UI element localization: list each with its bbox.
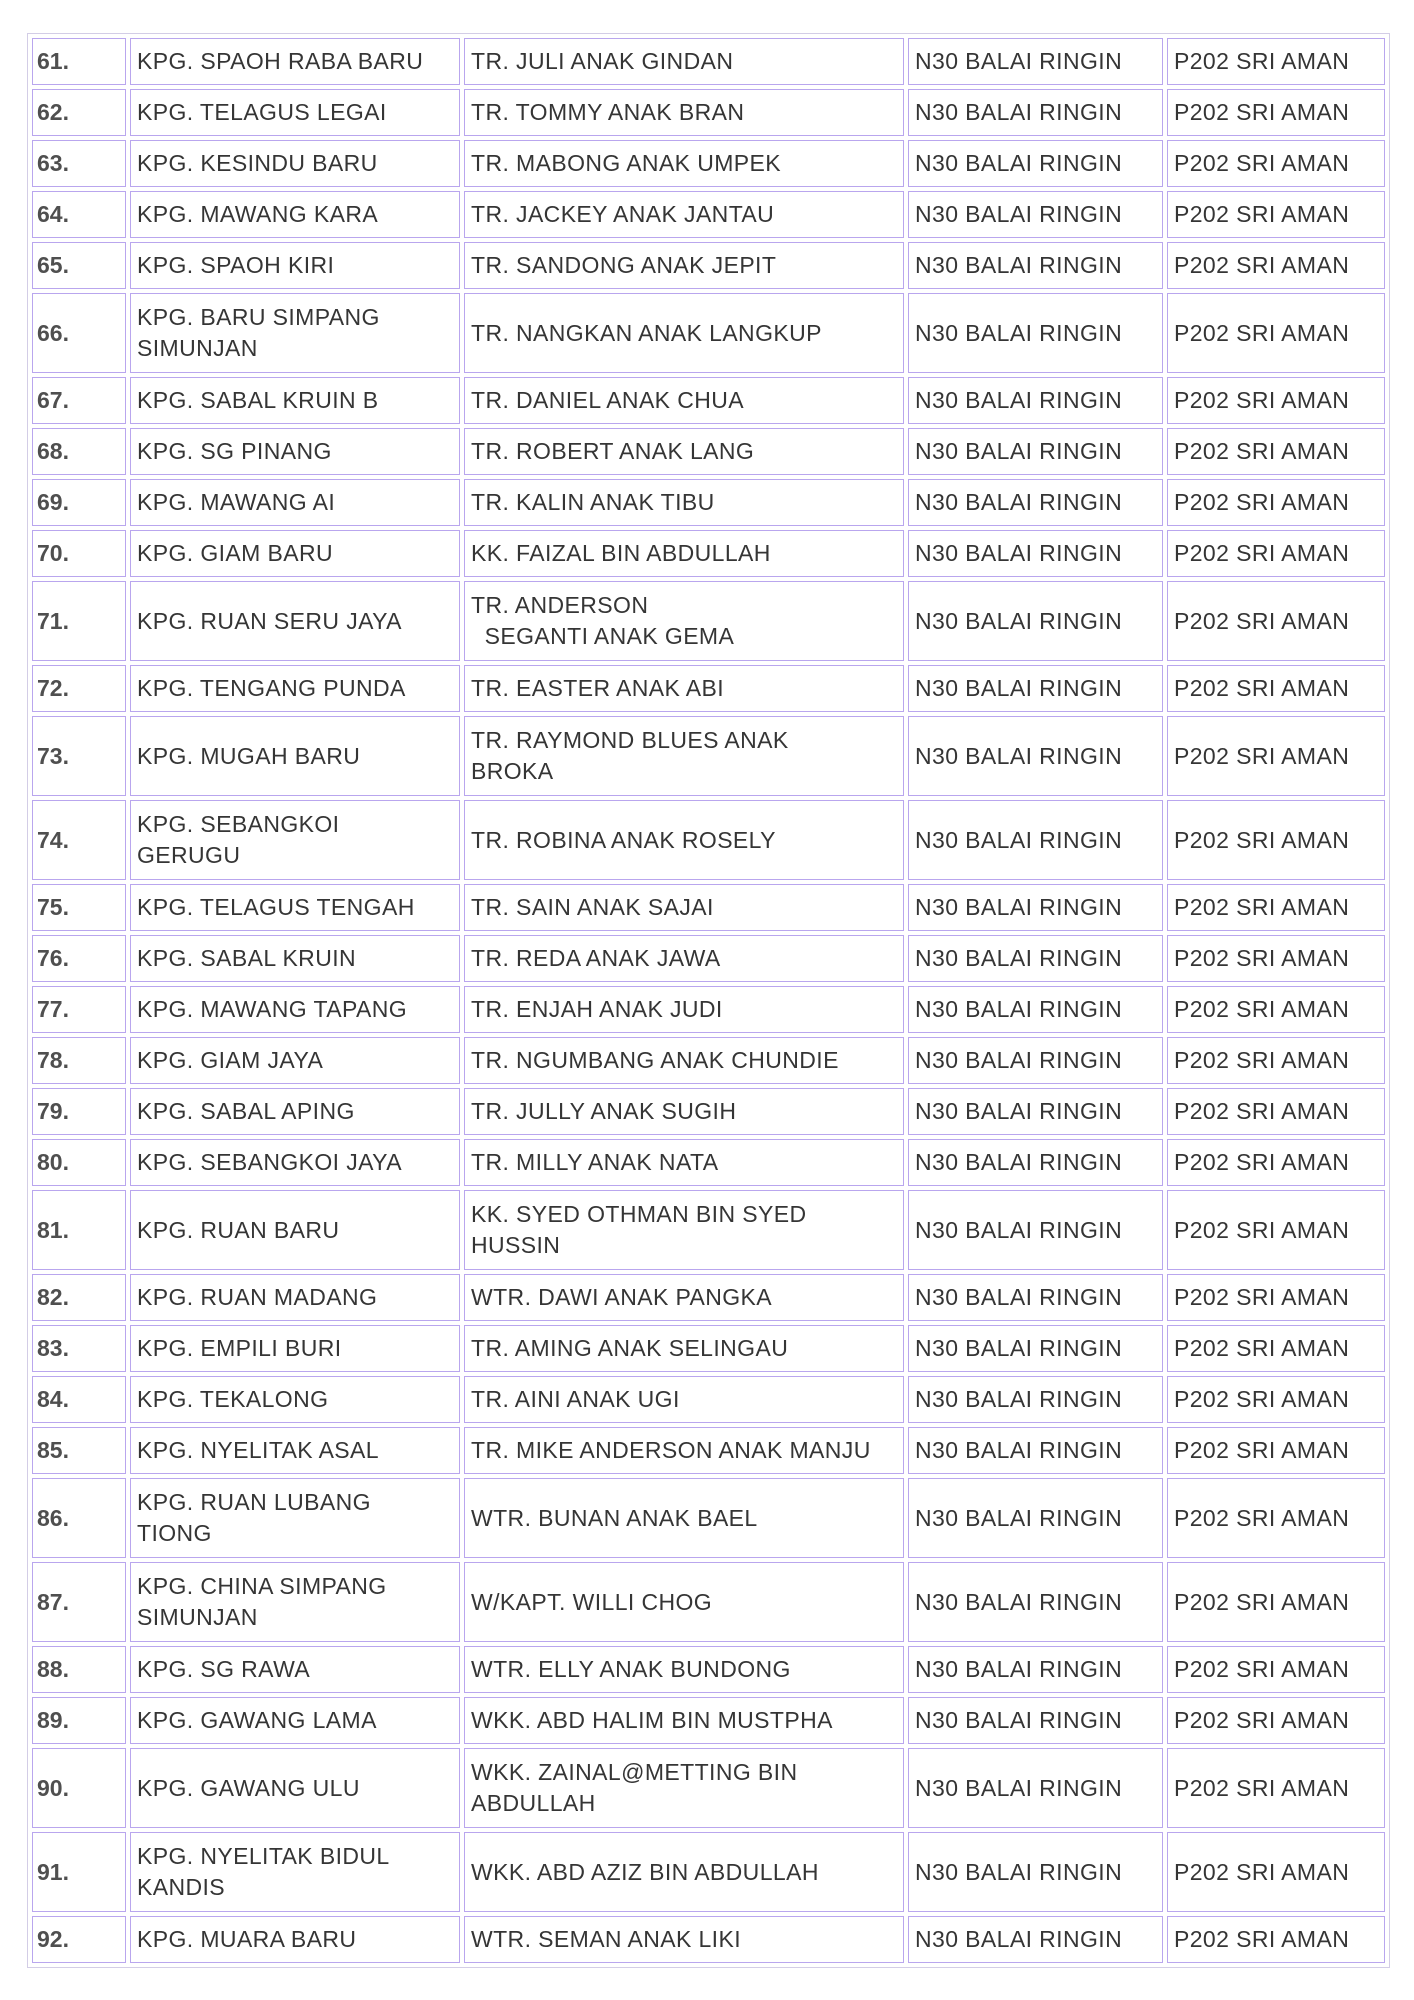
cell-parliament-constituency: P202 SRI AMAN [1167, 530, 1385, 577]
cell-headman: TR. MILLY ANAK NATA [464, 1139, 904, 1186]
table-row [32, 377, 1385, 424]
cell-state-constituency: N30 BALAI RINGIN [908, 716, 1163, 796]
table-row [32, 1748, 1385, 1828]
cell-state-constituency: N30 BALAI RINGIN [908, 38, 1163, 85]
cell-headman: TR. TOMMY ANAK BRAN [464, 89, 904, 136]
cell-no: 86. [32, 1478, 126, 1558]
table-row [32, 1088, 1385, 1135]
cell-no: 72. [32, 665, 126, 712]
cell-village: KPG. MAWANG AI [130, 479, 460, 526]
table-row [32, 935, 1385, 982]
table-row [32, 89, 1385, 136]
cell-no: 84. [32, 1376, 126, 1423]
cell-headman: KK. FAIZAL BIN ABDULLAH [464, 530, 904, 577]
cell-parliament-constituency: P202 SRI AMAN [1167, 1190, 1385, 1270]
cell-headman: TR. NANGKAN ANAK LANGKUP [464, 293, 904, 373]
cell-village: KPG. SABAL KRUIN B [130, 377, 460, 424]
cell-no: 85. [32, 1427, 126, 1474]
cell-parliament-constituency: P202 SRI AMAN [1167, 1037, 1385, 1084]
cell-no: 77. [32, 986, 126, 1033]
cell-headman: TR. ROBINA ANAK ROSELY [464, 800, 904, 880]
cell-parliament-constituency: P202 SRI AMAN [1167, 140, 1385, 187]
table-row [32, 38, 1385, 85]
cell-village: KPG. SEBANGKOI JAYA [130, 1139, 460, 1186]
cell-state-constituency: N30 BALAI RINGIN [908, 581, 1163, 661]
table-row [32, 800, 1385, 880]
cell-headman: TR. EASTER ANAK ABI [464, 665, 904, 712]
cell-village: KPG. RUAN BARU [130, 1190, 460, 1270]
table-row [32, 1376, 1385, 1423]
cell-no: 70. [32, 530, 126, 577]
cell-parliament-constituency: P202 SRI AMAN [1167, 38, 1385, 85]
cell-parliament-constituency: P202 SRI AMAN [1167, 935, 1385, 982]
cell-state-constituency: N30 BALAI RINGIN [908, 800, 1163, 880]
cell-parliament-constituency: P202 SRI AMAN [1167, 1427, 1385, 1474]
cell-state-constituency: N30 BALAI RINGIN [908, 242, 1163, 289]
cell-headman: WTR. BUNAN ANAK BAEL [464, 1478, 904, 1558]
cell-headman: TR. DANIEL ANAK CHUA [464, 377, 904, 424]
cell-parliament-constituency: P202 SRI AMAN [1167, 1478, 1385, 1558]
table-row [32, 1832, 1385, 1912]
cell-village: KPG. TELAGUS LEGAI [130, 89, 460, 136]
cell-no: 63. [32, 140, 126, 187]
table-row [32, 1190, 1385, 1270]
cell-state-constituency: N30 BALAI RINGIN [908, 1562, 1163, 1642]
cell-state-constituency: N30 BALAI RINGIN [908, 1325, 1163, 1372]
table-row [32, 293, 1385, 373]
cell-no: 66. [32, 293, 126, 373]
cell-no: 79. [32, 1088, 126, 1135]
cell-headman: TR. AMING ANAK SELINGAU [464, 1325, 904, 1372]
cell-no: 64. [32, 191, 126, 238]
cell-parliament-constituency: P202 SRI AMAN [1167, 1748, 1385, 1828]
cell-parliament-constituency: P202 SRI AMAN [1167, 1325, 1385, 1372]
cell-no: 92. [32, 1916, 126, 1963]
cell-parliament-constituency: P202 SRI AMAN [1167, 1376, 1385, 1423]
cell-village: KPG. SABAL KRUIN [130, 935, 460, 982]
table-row [32, 242, 1385, 289]
cell-parliament-constituency: P202 SRI AMAN [1167, 1646, 1385, 1693]
cell-headman: TR. MIKE ANDERSON ANAK MANJU [464, 1427, 904, 1474]
table-row [32, 1697, 1385, 1744]
cell-parliament-constituency: P202 SRI AMAN [1167, 1274, 1385, 1321]
cell-village: KPG. TENGANG PUNDA [130, 665, 460, 712]
cell-parliament-constituency: P202 SRI AMAN [1167, 1832, 1385, 1912]
cell-headman: WKK. ZAINAL@METTING BIN ABDULLAH [464, 1748, 904, 1828]
table-row [32, 1274, 1385, 1321]
cell-headman: TR. KALIN ANAK TIBU [464, 479, 904, 526]
cell-parliament-constituency: P202 SRI AMAN [1167, 986, 1385, 1033]
cell-no: 68. [32, 428, 126, 475]
cell-village: KPG. EMPILI BURI [130, 1325, 460, 1372]
table-row [32, 428, 1385, 475]
cell-no: 89. [32, 1697, 126, 1744]
cell-parliament-constituency: P202 SRI AMAN [1167, 716, 1385, 796]
cell-state-constituency: N30 BALAI RINGIN [908, 1697, 1163, 1744]
cell-state-constituency: N30 BALAI RINGIN [908, 428, 1163, 475]
cell-parliament-constituency: P202 SRI AMAN [1167, 479, 1385, 526]
cell-village: KPG. NYELITAK ASAL [130, 1427, 460, 1474]
cell-state-constituency: N30 BALAI RINGIN [908, 1748, 1163, 1828]
cell-parliament-constituency: P202 SRI AMAN [1167, 1562, 1385, 1642]
cell-state-constituency: N30 BALAI RINGIN [908, 1646, 1163, 1693]
table-row [32, 884, 1385, 931]
cell-village: KPG. SG PINANG [130, 428, 460, 475]
cell-no: 87. [32, 1562, 126, 1642]
cell-no: 61. [32, 38, 126, 85]
cell-village: KPG. TEKALONG [130, 1376, 460, 1423]
cell-village: KPG. SPAOH KIRI [130, 242, 460, 289]
cell-state-constituency: N30 BALAI RINGIN [908, 935, 1163, 982]
cell-village: KPG. RUAN SERU JAYA [130, 581, 460, 661]
cell-parliament-constituency: P202 SRI AMAN [1167, 1697, 1385, 1744]
table-row [32, 1427, 1385, 1474]
cell-headman: TR. JACKEY ANAK JANTAU [464, 191, 904, 238]
table-body [32, 38, 1385, 1963]
table-row [32, 665, 1385, 712]
table-row [32, 1325, 1385, 1372]
table-row [32, 1646, 1385, 1693]
cell-state-constituency: N30 BALAI RINGIN [908, 89, 1163, 136]
cell-headman: W/KAPT. WILLI CHOG [464, 1562, 904, 1642]
cell-village: KPG. MUARA BARU [130, 1916, 460, 1963]
cell-state-constituency: N30 BALAI RINGIN [908, 1832, 1163, 1912]
cell-village: KPG. NYELITAK BIDUL KANDIS [130, 1832, 460, 1912]
table-row [32, 1037, 1385, 1084]
cell-parliament-constituency: P202 SRI AMAN [1167, 428, 1385, 475]
cell-state-constituency: N30 BALAI RINGIN [908, 1190, 1163, 1270]
cell-no: 80. [32, 1139, 126, 1186]
cell-state-constituency: N30 BALAI RINGIN [908, 665, 1163, 712]
cell-state-constituency: N30 BALAI RINGIN [908, 1037, 1163, 1084]
cell-parliament-constituency: P202 SRI AMAN [1167, 242, 1385, 289]
cell-state-constituency: N30 BALAI RINGIN [908, 1274, 1163, 1321]
cell-parliament-constituency: P202 SRI AMAN [1167, 1088, 1385, 1135]
table-row [32, 986, 1385, 1033]
cell-village: KPG. CHINA SIMPANG SIMUNJAN [130, 1562, 460, 1642]
cell-state-constituency: N30 BALAI RINGIN [908, 986, 1163, 1033]
cell-no: 69. [32, 479, 126, 526]
cell-state-constituency: N30 BALAI RINGIN [908, 191, 1163, 238]
cell-parliament-constituency: P202 SRI AMAN [1167, 1916, 1385, 1963]
cell-headman: WTR. DAWI ANAK PANGKA [464, 1274, 904, 1321]
cell-no: 81. [32, 1190, 126, 1270]
cell-no: 75. [32, 884, 126, 931]
cell-village: KPG. BARU SIMPANG SIMUNJAN [130, 293, 460, 373]
cell-village: KPG. MUGAH BARU [130, 716, 460, 796]
cell-village: KPG. TELAGUS TENGAH [130, 884, 460, 931]
cell-no: 83. [32, 1325, 126, 1372]
cell-state-constituency: N30 BALAI RINGIN [908, 1139, 1163, 1186]
cell-parliament-constituency: P202 SRI AMAN [1167, 293, 1385, 373]
cell-headman: TR. JULLY ANAK SUGIH [464, 1088, 904, 1135]
cell-headman: WKK. ABD HALIM BIN MUSTPHA [464, 1697, 904, 1744]
cell-state-constituency: N30 BALAI RINGIN [908, 1916, 1163, 1963]
cell-village: KPG. GIAM JAYA [130, 1037, 460, 1084]
table-row [32, 140, 1385, 187]
cell-state-constituency: N30 BALAI RINGIN [908, 140, 1163, 187]
cell-village: KPG. GIAM BARU [130, 530, 460, 577]
cell-no: 78. [32, 1037, 126, 1084]
cell-no: 73. [32, 716, 126, 796]
cell-no: 71. [32, 581, 126, 661]
cell-state-constituency: N30 BALAI RINGIN [908, 884, 1163, 931]
cell-no: 74. [32, 800, 126, 880]
cell-headman: TR. MABONG ANAK UMPEK [464, 140, 904, 187]
cell-village: KPG. SG RAWA [130, 1646, 460, 1693]
cell-headman: WTR. ELLY ANAK BUNDONG [464, 1646, 904, 1693]
cell-parliament-constituency: P202 SRI AMAN [1167, 377, 1385, 424]
cell-village: KPG. SABAL APING [130, 1088, 460, 1135]
cell-headman: TR. NGUMBANG ANAK CHUNDIE [464, 1037, 904, 1084]
cell-no: 62. [32, 89, 126, 136]
table-row [32, 530, 1385, 577]
cell-headman: TR. SANDONG ANAK JEPIT [464, 242, 904, 289]
cell-state-constituency: N30 BALAI RINGIN [908, 1478, 1163, 1558]
cell-headman: WTR. SEMAN ANAK LIKI [464, 1916, 904, 1963]
cell-headman: TR. SAIN ANAK SAJAI [464, 884, 904, 931]
cell-village: KPG. KESINDU BARU [130, 140, 460, 187]
cell-no: 91. [32, 1832, 126, 1912]
cell-headman: TR. ENJAH ANAK JUDI [464, 986, 904, 1033]
table-row [32, 716, 1385, 796]
cell-state-constituency: N30 BALAI RINGIN [908, 1427, 1163, 1474]
cell-village: KPG. GAWANG LAMA [130, 1697, 460, 1744]
table-row [32, 1562, 1385, 1642]
cell-no: 88. [32, 1646, 126, 1693]
cell-parliament-constituency: P202 SRI AMAN [1167, 800, 1385, 880]
cell-headman: TR. AINI ANAK UGI [464, 1376, 904, 1423]
village-head-table [27, 33, 1390, 1968]
cell-parliament-constituency: P202 SRI AMAN [1167, 89, 1385, 136]
cell-village: KPG. MAWANG KARA [130, 191, 460, 238]
cell-village: KPG. GAWANG ULU [130, 1748, 460, 1828]
cell-headman: TR. RAYMOND BLUES ANAK BROKA [464, 716, 904, 796]
cell-village: KPG. RUAN MADANG [130, 1274, 460, 1321]
cell-state-constituency: N30 BALAI RINGIN [908, 1376, 1163, 1423]
cell-headman: KK. SYED OTHMAN BIN SYED HUSSIN [464, 1190, 904, 1270]
cell-state-constituency: N30 BALAI RINGIN [908, 1088, 1163, 1135]
cell-state-constituency: N30 BALAI RINGIN [908, 293, 1163, 373]
cell-parliament-constituency: P202 SRI AMAN [1167, 884, 1385, 931]
cell-village: KPG. MAWANG TAPANG [130, 986, 460, 1033]
table-row [32, 1139, 1385, 1186]
cell-headman: TR. JULI ANAK GINDAN [464, 38, 904, 85]
cell-village: KPG. RUAN LUBANG TIONG [130, 1478, 460, 1558]
cell-parliament-constituency: P202 SRI AMAN [1167, 665, 1385, 712]
cell-no: 82. [32, 1274, 126, 1321]
cell-village: KPG. SPAOH RABA BARU [130, 38, 460, 85]
cell-no: 76. [32, 935, 126, 982]
cell-no: 90. [32, 1748, 126, 1828]
cell-state-constituency: N30 BALAI RINGIN [908, 377, 1163, 424]
cell-no: 65. [32, 242, 126, 289]
cell-parliament-constituency: P202 SRI AMAN [1167, 191, 1385, 238]
cell-headman: TR. REDA ANAK JAWA [464, 935, 904, 982]
table-row [32, 1478, 1385, 1558]
cell-headman: TR. ROBERT ANAK LANG [464, 428, 904, 475]
cell-village: KPG. SEBANGKOI GERUGU [130, 800, 460, 880]
cell-parliament-constituency: P202 SRI AMAN [1167, 1139, 1385, 1186]
table-row [32, 479, 1385, 526]
table-row [32, 581, 1385, 661]
cell-no: 67. [32, 377, 126, 424]
cell-state-constituency: N30 BALAI RINGIN [908, 530, 1163, 577]
table-row [32, 1916, 1385, 1963]
cell-state-constituency: N30 BALAI RINGIN [908, 479, 1163, 526]
table-row [32, 191, 1385, 238]
cell-parliament-constituency: P202 SRI AMAN [1167, 581, 1385, 661]
cell-headman: WKK. ABD AZIZ BIN ABDULLAH [464, 1832, 904, 1912]
cell-headman: TR. ANDERSON SEGANTI ANAK GEMA [464, 581, 904, 661]
